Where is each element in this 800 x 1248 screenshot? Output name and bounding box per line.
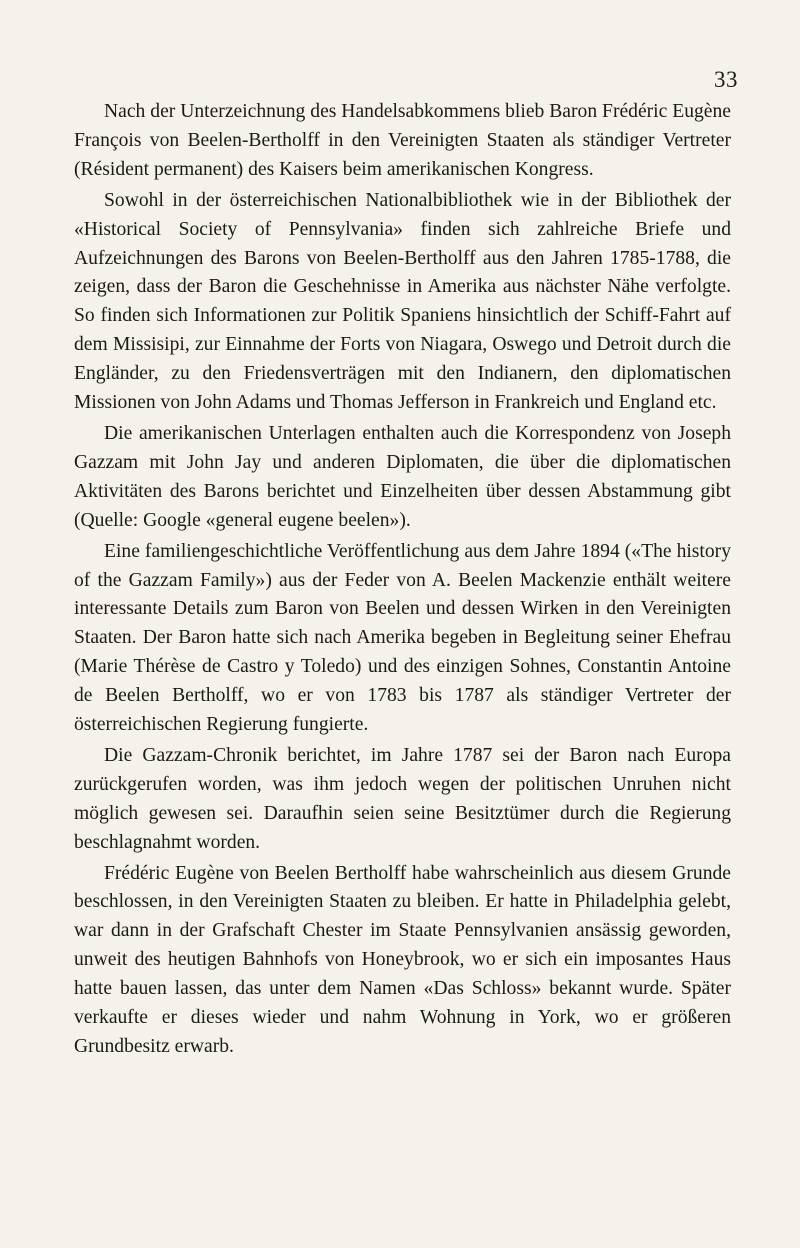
paragraph-4: Eine familiengeschichtliche Veröffentlichung aus dem Jahre 1894 («The history of the Gazzam Family») aus der Feder von A. Beelen Mackenzie enthält weitere interessante Details zum Baron von Beelen und dessen Wirken in den Vereinigten Staaten. Der Baron hatte sich nach Amerika begeben in Begleitung seiner Ehefrau (Marie Thérèse de Castro y Toledo) und des einzigen Sohnes, Constantin Antoine de Beelen Bertholff, wo er von 1783 bis 1787 als ständiger Vertreter der österreichischen Regierung fungierte. xyxy=(74,540,731,736)
paragraph-6: Frédéric Eugène von Beelen Bertholff habe wahrscheinlich aus diesem Grunde beschlossen, in den Vereinigten Staaten zu bleiben. Er hatte in Philadelphia gelebt, war dann in der Grafschaft Chester im Staate Pennsylvanien ansässig geworden, unweit des heutigen Bahnhofs von Honeybrook, wo er sich ein imposantes Haus hatte bauen lassen, das unter dem Namen «Das Schloss» bekannt wurde. Später verkaufte er dieses wieder und nahm Wohnung in York, wo er größeren Grundbesitz erwarb. xyxy=(74,862,731,1057)
paragraph-5: Die Gazzam-Chronik berichtet, im Jahre 1787 sei der Baron nach Europa zurückgerufen worden, was ihm jedoch wegen der politischen Unruhen nicht möglich gewesen sei. Daraufhin seien seine Besitztümer durch die Regierung beschlagnahmt worden. xyxy=(74,744,731,853)
paragraph-3: Die amerikanischen Unterlagen enthalten auch die Korrespondenz von Joseph Gazzam mit John Jay und anderen Diplomaten, die über die diplomatischen Aktivitäten des Barons berichtet und Einzelheiten über dessen Abstammung gibt (Quelle: Google «general eugene beelen»). xyxy=(74,422,731,531)
body-text xyxy=(74,98,731,1064)
paragraph-2: Sowohl in der österreichischen Nationalbibliothek wie in der Bibliothek der «Historical Society of Pennsylvania» finden sich zahlreiche Briefe und Aufzeichnungen des Barons von Beelen-Bertholff aus den Jahren 1785-1788, die zeigen, dass der Baron die Geschehnisse in Amerika aus nächster Nähe verfolgte. So finden sich Informationen zur Politik Spaniens hinsichtlich der Schiff-Fahrt auf dem Missisipi, zur Einnahme der Forts von Niagara, Oswego und Detroit durch die Engländer, zu den Friedensverträgen mit den Indianern, den diplomatischen Missionen von John Adams und Thomas Jefferson in Frankreich und England etc. xyxy=(74,189,731,414)
paragraph-1: Nach der Unterzeichnung des Handelsabkommens blieb Baron Frédéric Eugène François von Beelen-Bertholff in den Vereinigten Staaten als ständiger Vertreter (Résident permanent) des Kaisers beim amerikanischen Kongress. xyxy=(74,101,731,180)
page-number: 33 xyxy=(714,67,738,92)
